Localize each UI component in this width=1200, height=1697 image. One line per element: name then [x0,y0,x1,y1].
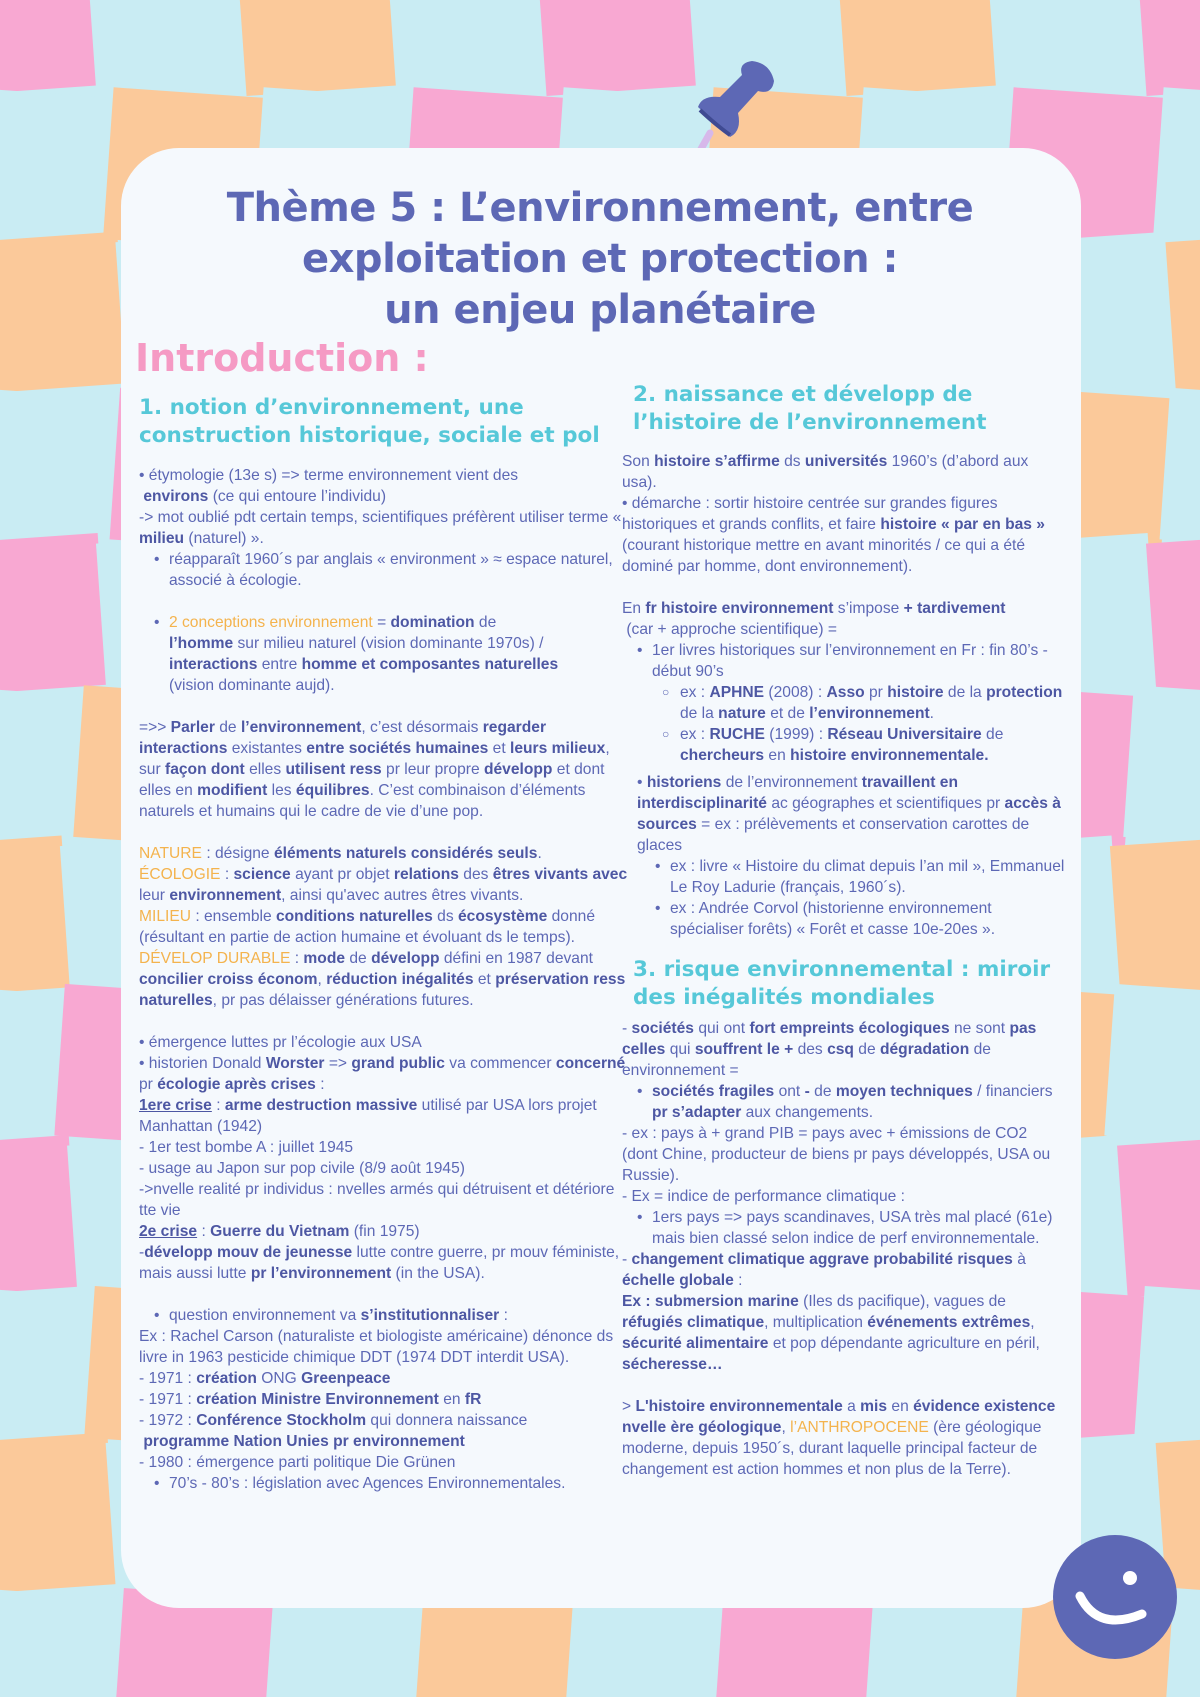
paragraph: - 1971 : création ONG Greenpeace [139,1370,391,1387]
list-item: • 1er livres historiques sur l’environnement en Fr : fin 80’s - début 90’s [622,640,1067,682]
definition-milieu: MILIEU : ensemble conditions naturelles ds écosystème donné (résultant en partie de action humaine et évoluant ds le temps). [139,908,595,946]
paragraph: - 1972 : Conférence Stockholm qui donnera naissance programme Nation Unies pr environnement [139,1412,528,1450]
list-item: • réapparaît 1960´s par anglais « environment » ≈ espace naturel, associé à écologie. [139,549,629,591]
paragraph: • historiens de l’environnement travaillent en interdisciplinarité ac géographes et scientifiques pr accès à sources = ex : prélèvements et conservation carottes de glaces [637,774,1061,854]
list-item: ○ ex : APHNE (2008) : Asso pr histoire de la protection de la nature et de l’environnement. [622,682,1067,724]
paragraph: Son histoire s’affirme ds universités 1960’s (d’abord aux usa). [622,453,1029,491]
list-item: • 1ers pays => pays scandinaves, USA très mal placé (61e) mais bien classé selon indice de perf environnementale. [622,1207,1067,1249]
introduction-heading: Introduction : [135,336,429,380]
list-item: • 70’s - 80’s : législation avec Agences Environnementales. [139,1473,629,1494]
list-item: • 2 conceptions environnement = domination de l’homme sur milieu naturel (vision dominante 1970s) / interactions entre homme et composantes naturelles (vision dominante aujd). [139,612,629,696]
paragraph: • historien Donald Worster => grand public va commencer concerné pr écologie après crises : [139,1055,626,1093]
list-item: • ex : Andrée Corvol (historienne environnement spécialiser forêts) « Forêt et casse 10e-20es ». [622,898,1067,940]
paragraph: -développ mouv de jeunesse lutte contre guerre, pr mouv féministe, mais aussi lutte pr l’environnement (in the USA). [139,1244,620,1282]
left-column [139,394,629,1494]
paragraph: Ex : Rachel Carson (naturaliste et biologiste américaine) dénonce ds livre in 1963 pesticide chimique DDT (1974 DDT interdit USA). [139,1328,614,1366]
paragraph: - 1971 : création Ministre Environnement en fR [139,1391,482,1408]
list-item: • sociétés fragiles ont - de moyen techniques / financiers pr s’adapter aux changements. [622,1081,1067,1123]
right-column [622,381,1067,1480]
paragraph: - ex : pays à + grand PIB = pays avec + émissions de CO2 (dont Chine, producteur de biens pr pays développés, USA ou Russie). [622,1125,1051,1184]
section1-heading: 1. notion d’environnement, une construction historique, sociale et pol [139,395,600,448]
paragraph: -> mot oublié pdt certain temps, scientifiques préfèrent utiliser terme « milieu (naturel) ». [139,509,622,547]
paragraph: - 1er test bombe A : juillet 1945 [139,1139,354,1156]
paragraph: =>> Parler de l’environnement, c’est désormais regarder interactions existantes entre sociétés humaines et leurs milieux, sur façon dont elles utilisent ress pr leur propre développ et dont elles en modifient les équilibres. C’est combinaison d’éléments naturels et humains qui le cadre de vie d’une pop. [139,719,610,820]
paragraph: • démarche : sortir histoire centrée sur grandes figures historiques et grands conflits, et faire histoire « par en bas » (courant historique mettre en avant minorités / ce qui a été dominé par homme, dont environnement). [622,495,1045,575]
paragraph: - sociétés qui ont fort empreints écologiques ne sont pas celles qui souffrent le + des csq de dégradation de environnement = [622,1020,1037,1079]
list-item: • ex : livre « Histoire du climat depuis l’an mil », Emmanuel Le Roy Ladurie (français, 1960´s). [622,856,1067,898]
page-title: Thème 5 : L’environnement, entre exploitation et protection : un enjeu planétaire [226,185,974,333]
paragraph: 2e crise : Guerre du Vietnam (fin 1975) [139,1223,420,1240]
section2-heading: 2. naissance et développ de l’histoire de l’environnement [633,382,987,435]
paragraph: ->nvelle realité pr individus : nvelles armés qui détruisent et détériore tte vie [139,1181,615,1219]
paragraph: 1ere crise : arme destruction massive utilisé par USA lors projet Manhattan (1942) [139,1097,597,1135]
paragraph: - Ex = indice de performance climatique : [622,1188,905,1205]
definition-ecologie: ÉCOLOGIE : science ayant pr objet relations des êtres vivants avec leur environnement, ainsi qu'avec autres êtres vivants. [139,866,628,904]
paragraph: - usage au Japon sur pop civile (8/9 août 1945) [139,1160,465,1177]
paragraph: • étymologie (13e s) => terme environnement vient des environs (ce qui entoure l’individu) [139,467,519,505]
paragraph: Ex : submersion marine (Iles ds pacifique), vagues de réfugiés climatique, multiplication événements extrêmes, sécurité alimentaire et pop dépendante agriculture en péril, sécheresse… [622,1293,1040,1373]
list-item: • question environnement va s’institutionnaliser : [139,1305,629,1326]
smiley-icon [1050,1532,1180,1662]
section3-heading: 3. risque environnemental : miroir des inégalités mondiales [633,957,1051,1010]
paragraph: • émergence luttes pr l’écologie aux USA [139,1034,422,1051]
definition-nature: NATURE : désigne éléments naturels considérés seuls. [139,845,542,862]
definition-develop-durable: DÉVELOP DURABLE : mode de développ défini en 1987 devant concilier croiss économ, réduction inégalités et préservation ress naturelles, pr pas délaisser générations futures. [139,950,626,1009]
list-item: ○ ex : RUCHE (1999) : Réseau Universitaire de chercheurs en histoire environnementale. [622,724,1067,766]
paragraph: - changement climatique aggrave probabilité risques à échelle globale : [622,1251,1026,1289]
paragraph: - 1980 : émergence parti politique Die Grünen [139,1454,456,1471]
paragraph: En fr histoire environnement s’impose + tardivement (car + approche scientifique) = [622,600,1006,638]
paragraph: > L'histoire environnementale a mis en évidence existence nvelle ère géologique, l’ANTHROPOCENE (ère géologique moderne, depuis 1950´s, durant laquelle principal facteur de changement est action hommes et non plus de la Terre). [622,1398,1056,1478]
